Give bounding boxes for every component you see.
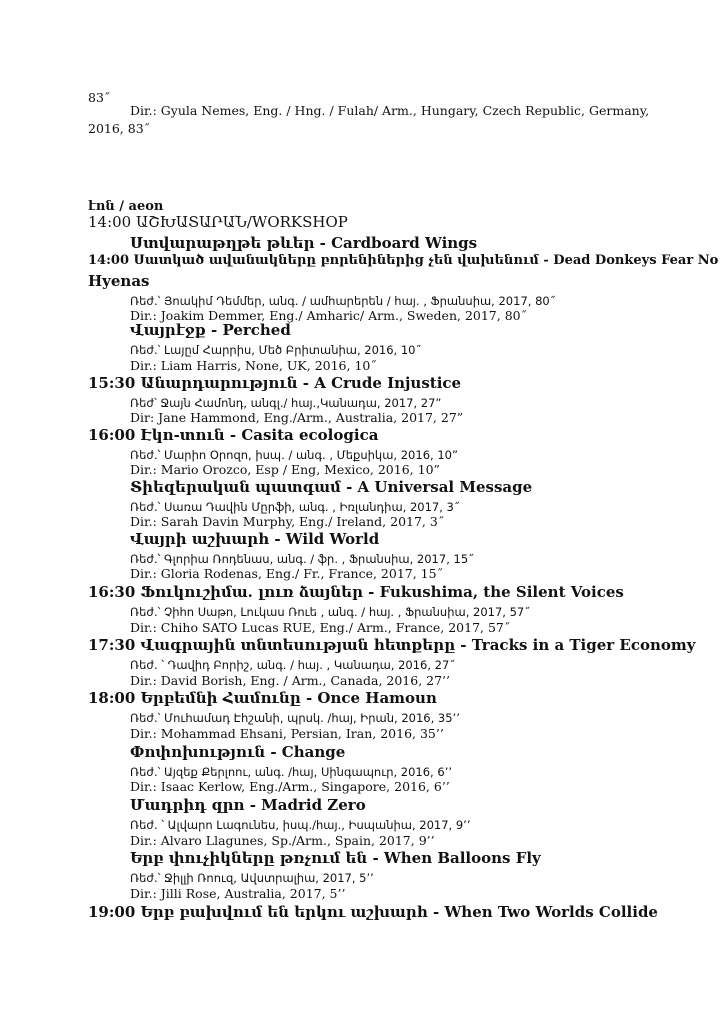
venue-heading: էոն / aeon — [88, 199, 164, 214]
credit-armenian: Ռեժ.՝ Մուհամադ Էհշանի, պրսկ. /հայ, Իրան, 2016, 35’’ — [130, 711, 460, 725]
credit-armenian: Ռեժ.՝ Սառա Դավին Մըրֆի, անգ. , Իռլանդիա, 2017, 3˝ — [130, 500, 460, 514]
credit-armenian: Ռեժ՝ Ջայն Համոնդ, անգլ./ հայ.,Կանադա, 2017, 27” — [130, 396, 442, 410]
film-title: Տիեզերական պատգամ - A Universal Message — [130, 478, 533, 496]
schedule-entry-title-continuation: Hyenas — [88, 272, 150, 290]
credit-armenian: Ռեժ.՝ Գլորիա Ռոդենաս, անգ. / ֆր. , Ֆրանսիա, 2017, 15˝ — [130, 552, 474, 566]
credit-english: Dir.: Isaac Kerlow, Eng./Arm., Singapore, 2016, 6’’ — [130, 779, 450, 794]
credit-armenian: Ռեժ.՝ Այզեք Քերլոու, անգ. /հայ, Սինգապուր, 2016, 6’’ — [130, 765, 452, 779]
schedule-entry-title: 17:30 Վագրային տնտեսության հետքերը - Tracks in a Tiger Economy — [88, 636, 696, 654]
schedule-entry-title: 16:00 Էկո-տուն - Casita ecologica — [88, 426, 379, 444]
film-title: Մադրիդ զրո - Madrid Zero — [130, 796, 366, 814]
schedule-entry-time: 14:00 ԱՇԽԱՏԱՐԱՆ/WORKSHOP — [88, 213, 348, 231]
film-title: Ստվարաթղթե թևեր - Cardboard Wings — [130, 234, 478, 252]
schedule-entry-title: 16:30 Ֆուկուշիմա. լուռ ձայներ - Fukushima, the Silent Voices — [88, 583, 624, 601]
credit-armenian: Ռեժ. ՝ Ալվարո Լագունես, իսպ./հայ., Իսպանիա, 2017, 9’’ — [130, 818, 471, 832]
credit-english: Dir.: Alvaro Llagunes, Sp./Arm., Spain, 2017, 9’’ — [130, 833, 435, 848]
schedule-entry-title: 19:00 Երբ բախվում են երկու աշխարհ - When Two Worlds Collide — [88, 903, 658, 921]
credit-armenian: Ռեժ.՝ Լայըմ Հարրիս, Մեծ Բրիտանիա, 2016, 10˝ — [130, 343, 422, 357]
schedule-entry-title: 15:30 Անարդարություն - A Crude Injustice — [88, 374, 462, 392]
credit-english: Dir.: Liam Harris, None, UK, 2016, 10˝ — [130, 358, 377, 373]
film-title: Վայրի աշխարհ - Wild World — [130, 530, 380, 548]
credit-english: Dir: Jane Hammond, Eng./Arm., Australia, 2017, 27” — [130, 410, 464, 425]
credit-armenian: Ռեժ.՝ Մարիո Օրոզո, իսպ. / անգ. , Մեքսիկա, 2016, 10” — [130, 448, 458, 462]
credit-english: Dir.: Gyula Nemes, Eng. / Hng. / Fulah/ Arm., Hungary, Czech Republic, Germany, — [130, 103, 650, 118]
credit-english: Dir.: Mohammad Ehsani, Persian, Iran, 2016, 35’’ — [130, 726, 444, 741]
credit-english: Dir.: Chiho SATO Lucas RUE, Eng./ Arm., France, 2017, 57˝ — [130, 620, 511, 635]
credit-english: Dir.: Gloria Rodenas, Eng./ Fr., France, 2017, 15˝ — [130, 566, 443, 581]
credit-english-continuation: 2016, 83˝ — [88, 121, 150, 136]
credit-english: Dir.: Jilli Rose, Australia, 2017, 5’’ — [130, 886, 346, 901]
credit-armenian: Ռեժ.՝ Յոակիմ Դեմմեր, անգ. / ամհարերեն / հայ. , Ֆրանսիա, 2017, 80˝ — [130, 294, 556, 308]
credit-english: Dir.: David Borish, Eng. / Arm., Canada, 2016, 27’’ — [130, 673, 451, 688]
credit-armenian: Ռեժ.՝ Ջիլլի Ռոուզ, Ավստրալիա, 2017, 5’’ — [130, 871, 374, 885]
schedule-entry-title: 18:00 Երբեմնի Համունը - Once Hamoun — [88, 689, 437, 707]
film-title: Երբ փուչիկները թռչում են - When Balloons Fly — [130, 849, 541, 867]
credit-english: Dir.: Sarah Davin Murphy, Eng./ Ireland, 2017, 3˝ — [130, 514, 445, 529]
film-title: Փոփոխություն - Change — [130, 743, 346, 761]
credit-english: Dir.: Joakim Demmer, Eng./ Amharic/ Arm., Sweden, 2017, 80˝ — [130, 308, 527, 323]
credit-armenian: Ռեժ.՝ Չիհո Սաթո, Լուկաս Ռուե , անգ. / հայ. , Ֆրանսիա, 2017, 57˝ — [130, 605, 530, 619]
credit-armenian: Ռեժ. ՝ Դավիդ Բորիշ, անգ. / հայ. , Կանադա, 2016, 27˝ — [130, 658, 456, 672]
runtime-continuation: 83˝ — [88, 90, 111, 105]
schedule-entry-title: 14:00 Սատկած ավանակները բորենիներից չեն վախենում - Dead Donkeys Fear No — [88, 253, 719, 268]
credit-english: Dir.: Mario Orozco, Esp / Eng, Mexico, 2016, 10” — [130, 462, 440, 477]
film-title: Վայրէջք - Perched — [130, 321, 291, 339]
